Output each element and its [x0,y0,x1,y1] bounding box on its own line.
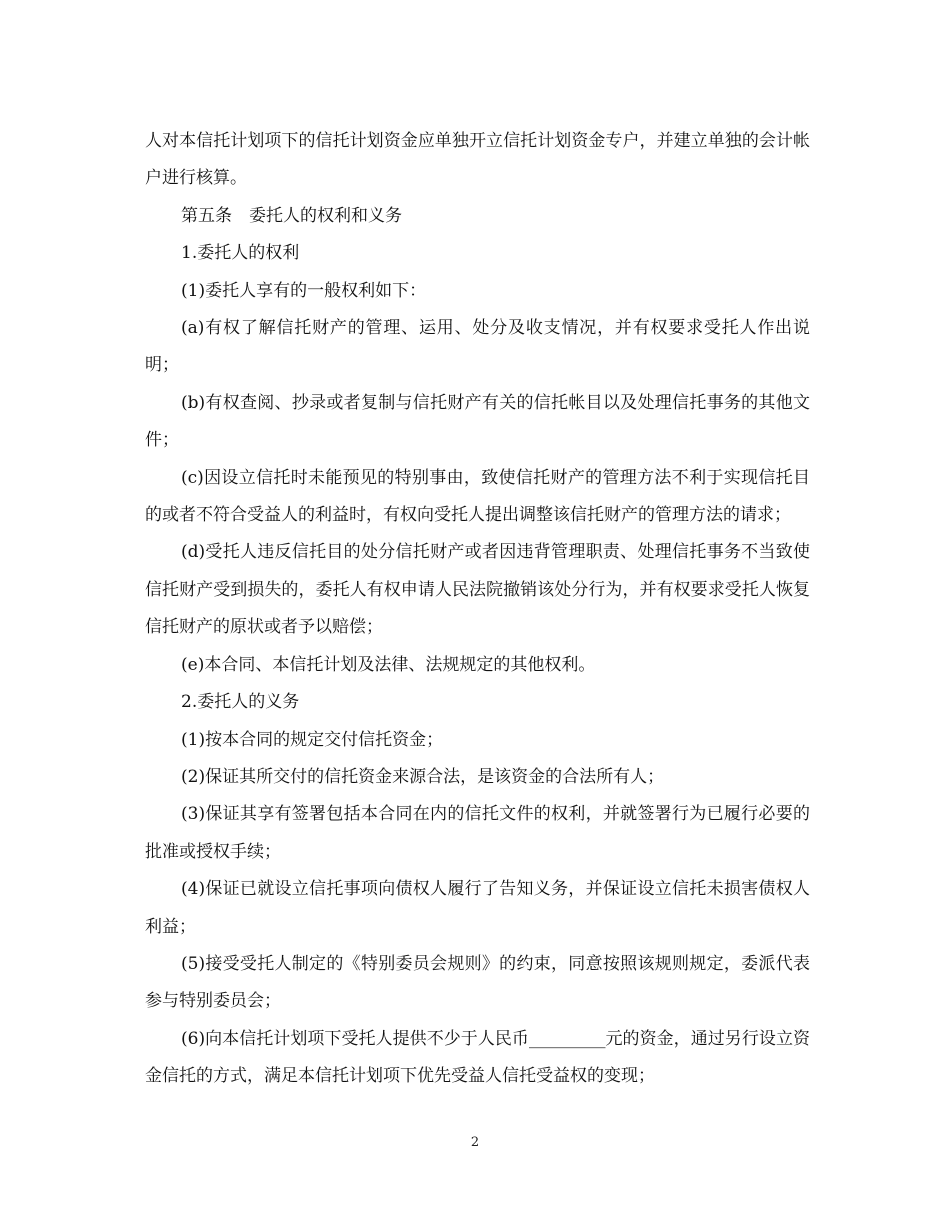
list-item-obligation-1: (1)按本合同的规定交付信托资金； [181,729,444,750]
list-intro-general-rights: (1)委托人享有的一般权利如下： [181,280,427,301]
list-item-obligation-4: (4)保证已就设立信托事项向债权人履行了告知义务，并保证设立信托未损害债权人利益； [145,879,810,937]
list-item-right-d: (d)受托人违反信托目的处分信托财产或者因违背管理职责、处理信托事务不当致使信托财产受到损失的，委托人有权申请人民法院撤销该处分行为，并有权要求受托人恢复信托财产的原状或者予以赔偿； [145,542,810,638]
list-item-obligation-6: (6)向本信托计划项下受托人提供不少于人民币_________元的资金，通过另行设立资金信托的方式，满足本信托计划项下优先受益人信托受益权的变现； [145,1028,810,1087]
list-item-right-b: (b)有权查阅、抄录或者复制与信托财产有关的信托帐目以及处理信托事务的其他文件； [145,392,810,451]
paragraph-trust-account-continuation: 人对本信托计划项下的信托计划资金应单独开立信托计划资金专户，并建立单独的会计帐户进行核算。 [145,131,810,189]
document-body [145,123,810,1096]
article-five-heading: 第五条 委托人的权利和义务 [181,205,402,226]
section-heading-settlor-obligations: 2.委托人的义务 [181,692,300,713]
list-item-obligation-5: (5)接受受托人制定的《特别委员会规则》的约束，同意按照该规则规定，委派代表参与特别委员会； [145,953,810,1012]
list-item-obligation-2: (2)保证其所交付的信托资金来源合法，是该资金的合法所有人； [181,766,665,787]
list-item-right-e: (e)本合同、本信托计划及法律、法规规定的其他权利。 [181,654,596,675]
list-item-right-a: (a)有权了解信托财产的管理、运用、处分及收支情况，并有权要求受托人作出说明； [145,318,810,376]
list-item-obligation-3: (3)保证其享有签署包括本合同在内的信托文件的权利，并就签署行为已履行必要的批准或授权手续； [145,804,810,862]
list-item-right-c: (c)因设立信托时未能预见的特别事由，致使信托财产的管理方法不利于实现信托目的或者不符合受益人的利益时，有权向受托人提出调整该信托财产的管理方法的请求； [145,467,810,526]
page-number: 2 [470,1135,480,1150]
section-heading-settlor-rights: 1.委托人的权利 [181,243,300,264]
